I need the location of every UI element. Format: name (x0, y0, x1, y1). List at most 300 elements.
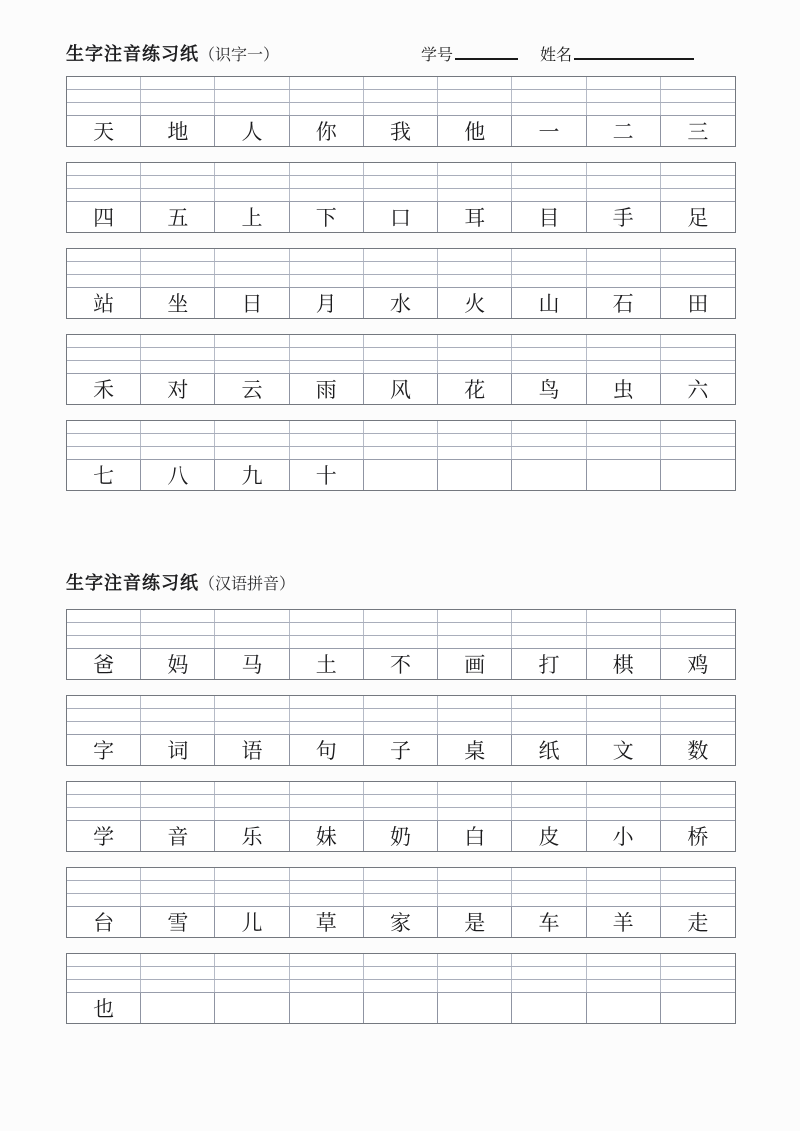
char-cell: 对 (141, 374, 215, 404)
char-cell: 妈 (141, 649, 215, 679)
pinyin-cell (215, 696, 289, 708)
char-cell: 九 (215, 460, 289, 490)
pinyin-cell (438, 262, 512, 274)
char-row (67, 374, 735, 404)
pinyin-cell (141, 722, 215, 734)
pinyin-cell (661, 980, 735, 992)
char-cell: 棋 (587, 649, 661, 679)
pinyin-cell (587, 722, 661, 734)
pinyin-cell (364, 795, 438, 807)
pinyin-cell (215, 176, 289, 188)
pinyin-cell (512, 262, 586, 274)
char-cell: 四 (67, 202, 141, 232)
pinyin-cell (661, 881, 735, 893)
pinyin-cell (438, 348, 512, 360)
pinyin-row (67, 77, 735, 90)
pinyin-cell (364, 954, 438, 966)
pinyin-cell (215, 434, 289, 446)
char-cell: 手 (587, 202, 661, 232)
pinyin-cell (67, 421, 141, 433)
section-2-title: 生字注音练习纸 (66, 573, 199, 593)
pinyin-row (67, 954, 735, 967)
char-cell: 白 (438, 821, 512, 851)
char-cell: 田 (687, 292, 709, 316)
char-cell: 耳 (438, 202, 512, 232)
pinyin-cell (587, 262, 661, 274)
pinyin-cell (141, 623, 215, 635)
char-cell: 家 (364, 907, 438, 937)
char-cell: 皮 (512, 821, 586, 851)
pinyin-cell (67, 90, 141, 102)
char-row (67, 460, 735, 490)
pinyin-cell (587, 967, 661, 979)
pinyin-row (67, 262, 735, 275)
pinyin-cell (661, 447, 735, 459)
pinyin-cell (141, 421, 215, 433)
pinyin-cell (661, 163, 735, 175)
pinyin-cell (141, 249, 215, 261)
pinyin-cell (512, 434, 586, 446)
char-row (67, 288, 735, 318)
pinyin-cell (141, 782, 215, 794)
pinyin-cell (290, 808, 364, 820)
char-cell: 马 (215, 649, 289, 679)
char-cell: 足 (687, 206, 709, 230)
pinyin-cell (512, 954, 586, 966)
pinyin-cell (438, 967, 512, 979)
pinyin-cell (290, 967, 364, 979)
pinyin-cell (67, 249, 141, 261)
char-cell: 花 (438, 374, 512, 404)
practice-block (66, 76, 736, 147)
pinyin-cell (67, 176, 141, 188)
pinyin-cell (67, 163, 141, 175)
pinyin-cell (661, 610, 735, 622)
pinyin-cell (438, 335, 512, 347)
pinyin-cell (438, 163, 512, 175)
pinyin-row (67, 434, 735, 447)
pinyin-cell (438, 722, 512, 734)
pinyin-cell (290, 434, 364, 446)
pinyin-cell (67, 868, 141, 880)
char-cell: 雪 (141, 907, 215, 937)
section-2-header (66, 491, 736, 595)
pinyin-cell (364, 696, 438, 708)
pinyin-cell (67, 980, 141, 992)
worksheet-page (66, 0, 736, 1024)
pinyin-cell (67, 610, 141, 622)
pinyin-row (67, 696, 735, 709)
char-cell: 音 (141, 821, 215, 851)
pinyin-cell (512, 967, 586, 979)
pinyin-cell (587, 176, 661, 188)
char-cell: 小 (587, 821, 661, 851)
char-cell: 他 (438, 116, 512, 146)
pinyin-cell (512, 980, 586, 992)
student-name-field (540, 42, 694, 65)
pinyin-cell (141, 808, 215, 820)
practice-block (66, 953, 736, 1024)
pinyin-cell (512, 103, 586, 115)
pinyin-cell (438, 868, 512, 880)
char-cell: 月 (290, 288, 364, 318)
char-cell: 字 (67, 735, 141, 765)
pinyin-cell (141, 176, 215, 188)
pinyin-cell (661, 103, 735, 115)
pinyin-cell (512, 808, 586, 820)
pinyin-cell (215, 361, 289, 373)
pinyin-cell (512, 249, 586, 261)
pinyin-cell (438, 610, 512, 622)
pinyin-cell (215, 881, 289, 893)
pinyin-row (67, 249, 735, 262)
pinyin-row (67, 90, 735, 103)
pinyin-cell (67, 275, 141, 287)
char-cell: 三 (687, 120, 709, 144)
pinyin-cell (364, 176, 438, 188)
pinyin-cell (364, 103, 438, 115)
char-cell (512, 460, 586, 490)
pinyin-cell (512, 176, 586, 188)
pinyin-cell (141, 335, 215, 347)
pinyin-cell (141, 881, 215, 893)
pinyin-cell (587, 894, 661, 906)
pinyin-cell (512, 795, 586, 807)
pinyin-cell (290, 103, 364, 115)
pinyin-cell (587, 709, 661, 721)
pinyin-cell (290, 77, 364, 89)
char-cell: 羊 (587, 907, 661, 937)
pinyin-cell (215, 709, 289, 721)
pinyin-cell (587, 434, 661, 446)
char-cell: 文 (587, 735, 661, 765)
practice-block (66, 334, 736, 405)
student-id-field (421, 42, 518, 65)
pinyin-cell (141, 894, 215, 906)
practice-block (66, 867, 736, 938)
pinyin-cell (215, 610, 289, 622)
pinyin-cell (215, 980, 289, 992)
pinyin-cell (661, 262, 735, 274)
student-id-label: 学号 (421, 47, 454, 64)
pinyin-cell (67, 696, 141, 708)
pinyin-cell (512, 696, 586, 708)
char-cell: 坐 (141, 288, 215, 318)
char-cell: 语 (215, 735, 289, 765)
section-1-title: 生字注音练习纸 (66, 44, 199, 64)
pinyin-cell (364, 249, 438, 261)
pinyin-row (67, 894, 735, 907)
pinyin-cell (290, 696, 364, 708)
pinyin-cell (512, 610, 586, 622)
pinyin-cell (290, 163, 364, 175)
pinyin-cell (661, 421, 735, 433)
pinyin-cell (67, 103, 141, 115)
student-name-blank (574, 58, 694, 60)
pinyin-cell (587, 881, 661, 893)
pinyin-cell (67, 636, 141, 648)
pinyin-cell (215, 77, 289, 89)
pinyin-cell (364, 881, 438, 893)
pinyin-cell (215, 954, 289, 966)
char-cell: 妹 (290, 821, 364, 851)
pinyin-row (67, 176, 735, 189)
pinyin-cell (364, 348, 438, 360)
student-name-label: 姓名 (540, 47, 573, 64)
pinyin-cell (438, 894, 512, 906)
pinyin-cell (67, 77, 141, 89)
pinyin-cell (141, 447, 215, 459)
char-cell (512, 993, 586, 1023)
pinyin-cell (364, 967, 438, 979)
practice-block (66, 609, 736, 680)
pinyin-cell (141, 636, 215, 648)
pinyin-row (67, 163, 735, 176)
char-cell: 奶 (364, 821, 438, 851)
pinyin-cell (141, 348, 215, 360)
pinyin-cell (290, 795, 364, 807)
pinyin-cell (364, 275, 438, 287)
char-cell: 石 (587, 288, 661, 318)
char-cell: 打 (512, 649, 586, 679)
pinyin-cell (215, 808, 289, 820)
pinyin-cell (364, 782, 438, 794)
pinyin-cell (141, 795, 215, 807)
pinyin-row (67, 610, 735, 623)
pinyin-row (67, 103, 735, 116)
pinyin-cell (587, 795, 661, 807)
section-2-subtitle: （汉语拼音） (199, 576, 296, 593)
pinyin-cell (215, 90, 289, 102)
practice-block (66, 695, 736, 766)
pinyin-cell (290, 782, 364, 794)
pinyin-cell (67, 623, 141, 635)
char-cell: 鸟 (512, 374, 586, 404)
pinyin-cell (290, 421, 364, 433)
pinyin-cell (67, 954, 141, 966)
pinyin-cell (141, 954, 215, 966)
pinyin-row (67, 189, 735, 202)
char-cell: 日 (215, 288, 289, 318)
char-cell: 雨 (290, 374, 364, 404)
pinyin-cell (67, 361, 141, 373)
pinyin-row (67, 636, 735, 649)
pinyin-cell (587, 421, 661, 433)
pinyin-cell (215, 623, 289, 635)
pinyin-cell (67, 967, 141, 979)
char-cell: 云 (215, 374, 289, 404)
char-cell: 句 (290, 735, 364, 765)
pinyin-cell (215, 868, 289, 880)
pinyin-cell (290, 980, 364, 992)
char-cell: 虫 (587, 374, 661, 404)
char-cell: 数 (687, 739, 709, 763)
char-cell: 禾 (67, 374, 141, 404)
char-cell (141, 993, 215, 1023)
char-cell (587, 460, 661, 490)
pinyin-cell (364, 163, 438, 175)
pinyin-row (67, 275, 735, 288)
pinyin-cell (661, 696, 735, 708)
pinyin-cell (364, 636, 438, 648)
pinyin-cell (290, 249, 364, 261)
pinyin-cell (661, 434, 735, 446)
pinyin-cell (661, 275, 735, 287)
pinyin-cell (215, 636, 289, 648)
char-cell: 爸 (67, 649, 141, 679)
char-cell: 二 (587, 116, 661, 146)
pinyin-cell (290, 722, 364, 734)
char-cell: 不 (364, 649, 438, 679)
char-cell (364, 993, 438, 1023)
char-cell (661, 993, 735, 1023)
pinyin-cell (587, 782, 661, 794)
pinyin-cell (290, 176, 364, 188)
char-cell (364, 460, 438, 490)
pinyin-cell (438, 361, 512, 373)
practice-block (66, 781, 736, 852)
char-cell: 车 (512, 907, 586, 937)
pinyin-cell (438, 709, 512, 721)
pinyin-cell (67, 782, 141, 794)
section-1-subtitle: （识字一） (199, 47, 280, 64)
pinyin-cell (290, 189, 364, 201)
pinyin-cell (364, 90, 438, 102)
pinyin-cell (661, 189, 735, 201)
pinyin-cell (587, 636, 661, 648)
pinyin-cell (364, 808, 438, 820)
pinyin-cell (364, 434, 438, 446)
pinyin-cell (141, 709, 215, 721)
char-cell: 人 (215, 116, 289, 146)
pinyin-cell (512, 447, 586, 459)
char-row (67, 907, 735, 937)
char-cell: 也 (67, 993, 141, 1023)
char-row (67, 735, 735, 765)
pinyin-cell (438, 795, 512, 807)
pinyin-cell (438, 623, 512, 635)
pinyin-row (67, 980, 735, 993)
pinyin-cell (438, 808, 512, 820)
pinyin-cell (438, 103, 512, 115)
pinyin-cell (290, 636, 364, 648)
pinyin-cell (215, 967, 289, 979)
pinyin-cell (67, 795, 141, 807)
pinyin-cell (141, 275, 215, 287)
pinyin-cell (587, 696, 661, 708)
pinyin-cell (141, 868, 215, 880)
char-cell (661, 460, 735, 490)
pinyin-cell (587, 163, 661, 175)
pinyin-cell (438, 434, 512, 446)
pinyin-cell (661, 636, 735, 648)
pinyin-row (67, 722, 735, 735)
pinyin-row (67, 709, 735, 722)
char-cell (438, 460, 512, 490)
pinyin-cell (438, 421, 512, 433)
pinyin-cell (661, 894, 735, 906)
pinyin-cell (67, 894, 141, 906)
pinyin-cell (512, 868, 586, 880)
pinyin-cell (512, 275, 586, 287)
pinyin-cell (661, 722, 735, 734)
pinyin-cell (438, 90, 512, 102)
char-cell: 儿 (215, 907, 289, 937)
pinyin-cell (67, 447, 141, 459)
pinyin-cell (290, 348, 364, 360)
char-cell: 山 (512, 288, 586, 318)
pinyin-cell (141, 696, 215, 708)
char-cell: 目 (512, 202, 586, 232)
char-cell: 台 (67, 907, 141, 937)
char-cell: 水 (364, 288, 438, 318)
pinyin-cell (661, 335, 735, 347)
pinyin-cell (215, 189, 289, 201)
char-cell: 你 (290, 116, 364, 146)
pinyin-cell (438, 77, 512, 89)
pinyin-cell (290, 954, 364, 966)
char-row (67, 116, 735, 146)
pinyin-cell (67, 881, 141, 893)
pinyin-cell (587, 868, 661, 880)
char-cell: 风 (364, 374, 438, 404)
pinyin-row (67, 881, 735, 894)
pinyin-cell (661, 176, 735, 188)
pinyin-cell (215, 163, 289, 175)
char-cell: 是 (438, 907, 512, 937)
char-row (67, 202, 735, 232)
pinyin-cell (215, 447, 289, 459)
char-row (67, 649, 735, 679)
pinyin-cell (215, 722, 289, 734)
char-cell: 口 (364, 202, 438, 232)
pinyin-cell (512, 782, 586, 794)
char-cell: 十 (290, 460, 364, 490)
pinyin-cell (438, 275, 512, 287)
pinyin-cell (587, 103, 661, 115)
pinyin-cell (290, 447, 364, 459)
pinyin-cell (215, 348, 289, 360)
pinyin-cell (438, 782, 512, 794)
char-cell: 桥 (687, 825, 709, 849)
pinyin-row (67, 868, 735, 881)
pinyin-cell (364, 623, 438, 635)
char-cell: 乐 (215, 821, 289, 851)
pinyin-cell (141, 434, 215, 446)
pinyin-cell (290, 610, 364, 622)
pinyin-cell (438, 249, 512, 261)
pinyin-cell (587, 447, 661, 459)
pinyin-cell (364, 980, 438, 992)
pinyin-cell (438, 636, 512, 648)
pinyin-cell (661, 795, 735, 807)
pinyin-cell (512, 348, 586, 360)
pinyin-cell (587, 189, 661, 201)
pinyin-cell (661, 623, 735, 635)
pinyin-cell (661, 868, 735, 880)
pinyin-row (67, 335, 735, 348)
pinyin-cell (438, 881, 512, 893)
pinyin-cell (364, 709, 438, 721)
char-cell: 词 (141, 735, 215, 765)
pinyin-cell (661, 954, 735, 966)
char-cell: 子 (364, 735, 438, 765)
pinyin-cell (290, 262, 364, 274)
pinyin-cell (215, 275, 289, 287)
pinyin-cell (587, 90, 661, 102)
pinyin-row (67, 795, 735, 808)
pinyin-cell (215, 103, 289, 115)
